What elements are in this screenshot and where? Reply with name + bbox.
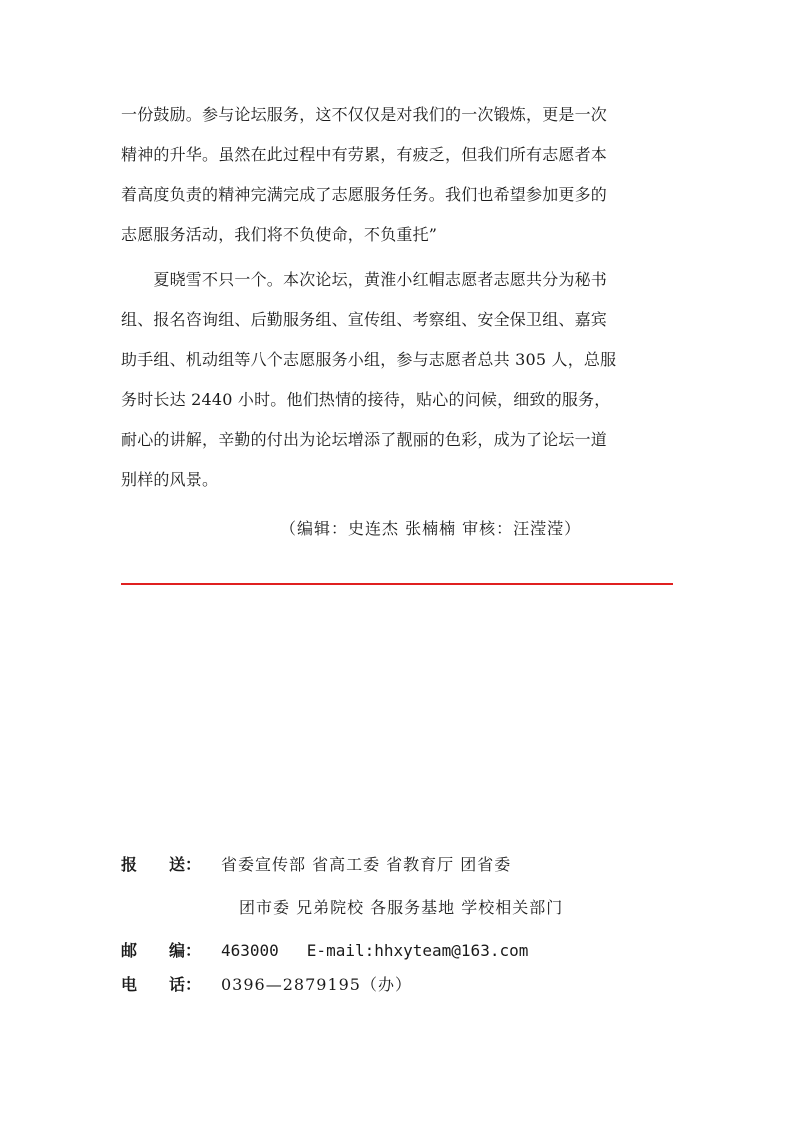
email-value: E-mail:hhxyteam@163.com xyxy=(306,941,529,960)
red-divider xyxy=(121,583,673,585)
editor-credit: （编辑：史连杰 张楠楠 审核：汪滢滢） xyxy=(280,519,582,538)
send-to-line2: 团市委 兄弟院校 各服务基地 学校相关部门 xyxy=(239,898,564,917)
paragraph-line: 志愿服务活动，我们将不负使命，不负重托” xyxy=(121,225,438,244)
phone-label: 电 话： xyxy=(121,975,202,994)
paragraph-line: 一份鼓励。参与论坛服务，这不仅仅是对我们的一次锻炼，更是一次 xyxy=(121,105,608,124)
send-to-line1: 省委宣传部 省高工委 省教育厅 团省委 xyxy=(221,855,512,874)
phone-value: 0396—2879195（办） xyxy=(221,975,412,994)
paragraph-line: 精神的升华。虽然在此过程中有劳累，有疲乏，但我们所有志愿者本 xyxy=(121,145,608,164)
paragraph-line: 耐心的讲解，辛勤的付出为论坛增添了靓丽的色彩，成为了论坛一道 xyxy=(121,430,608,449)
footer-postcode xyxy=(121,938,528,961)
paragraph-line: 着高度负责的精神完满完成了志愿服务任务。我们也希望参加更多的 xyxy=(121,185,608,204)
paragraph-volunteers xyxy=(121,260,681,500)
paragraph-line: 夏晓雪不只一个。本次论坛，黄淮小红帽志愿者志愿共分为秘书 xyxy=(121,270,608,289)
footer-send-to xyxy=(121,852,511,875)
paragraph-line: 组、报名咨询组、后勤服务组、宣传组、考察组、安全保卫组、嘉宾 xyxy=(121,310,608,329)
paragraph-line: 别样的风景。 xyxy=(121,470,219,489)
footer-send-to-cont xyxy=(239,895,563,918)
send-to-label: 报 送： xyxy=(121,855,202,874)
paragraph-line: 助手组、机动组等八个志愿服务小组，参与志愿者总共 305 人，总服 xyxy=(121,350,617,369)
postcode-value: 463000 xyxy=(221,941,279,960)
footer-phone xyxy=(121,972,412,995)
postcode-label: 邮 编： xyxy=(121,941,202,960)
paragraph-line: 务时长达 2440 小时。他们热情的接待，贴心的问候，细致的服务， xyxy=(121,390,611,409)
paragraph-continued xyxy=(121,95,681,255)
